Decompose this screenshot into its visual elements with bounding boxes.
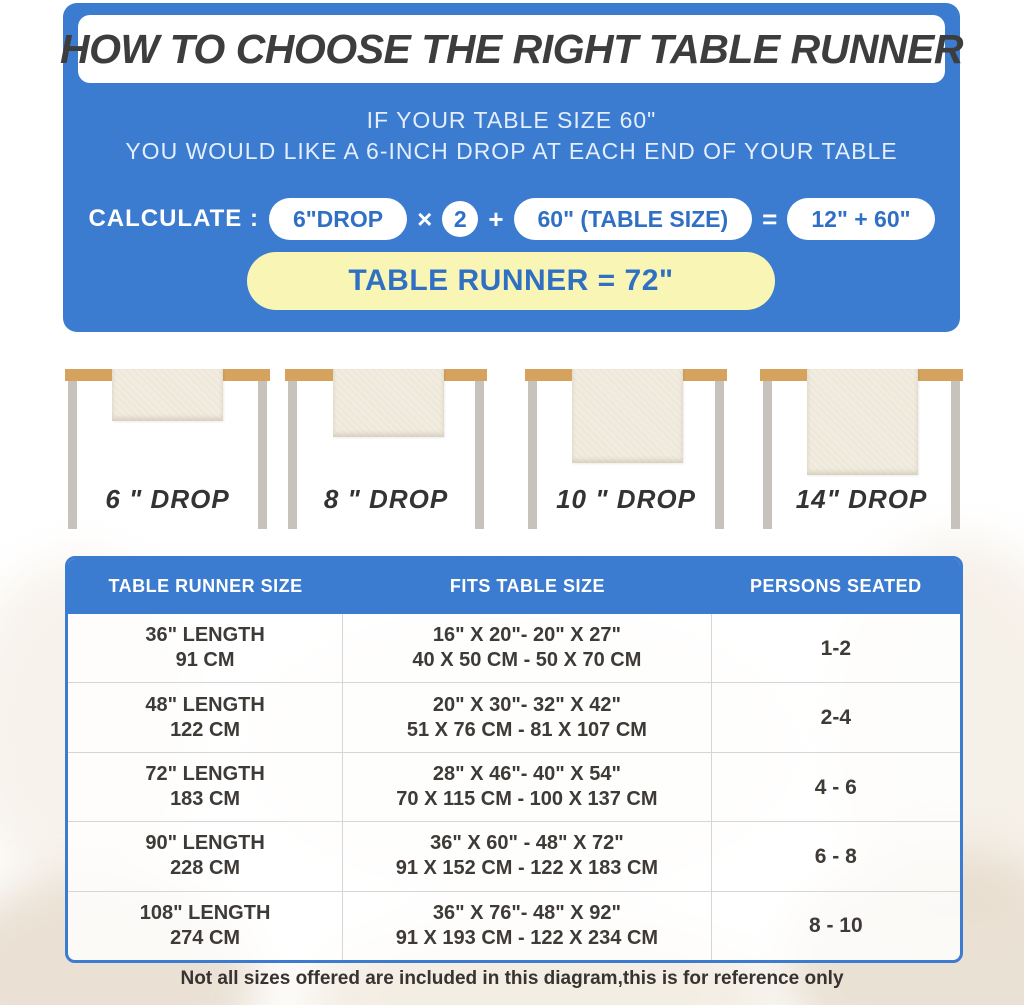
fits-cm: 91 X 193 CM - 122 X 234 CM [395,926,659,949]
persons-cell [712,614,960,682]
runner-size-inches: 36" LENGTH [145,624,265,647]
runner-size-cm: 228 CM [170,857,241,880]
table-runner [807,369,918,475]
drop-value-pill: 6"DROP [269,198,407,240]
fits-inches: 36" X 76"- 48" X 92" [432,901,621,924]
table-row [68,682,960,751]
plus-sign: + [488,203,504,234]
runner-size-inches: 48" LENGTH [145,693,265,716]
sum-pill: 12" + 60" [787,198,934,240]
equals-sign: = [762,203,778,234]
drop-label: 8 " DROP [323,484,449,514]
persons-cell [712,892,960,960]
persons-value: 6 - 8 [814,844,857,868]
persons-value: 2-4 [820,706,851,730]
subtitle-line-1: IF YOUR TABLE SIZE 60" [366,107,657,133]
fits-table-cell [343,753,711,821]
table-row [68,614,960,682]
fits-table-cell [343,822,711,890]
runner-size-inches: 72" LENGTH [145,763,265,786]
column-header-persons: PERSONS SEATED [749,576,922,596]
drop-figure-8in [285,369,487,541]
fits-table-cell [343,614,711,682]
calculate-label: CALCULATE : [88,205,259,232]
table-header-row [68,559,960,614]
drop-label: 6 " DROP [105,484,230,514]
runner-size-cell [68,753,343,821]
multiply-sign: × [417,203,433,234]
drop-figure-6in [65,369,270,541]
runner-size-cm: 91 CM [175,649,235,672]
runner-size-cell [68,683,343,751]
header-banner [60,3,963,332]
disclaimer-note: Not all sizes offered are included in this diagram,this is for reference only [180,968,844,989]
column-header-fits-table: FITS TABLE SIZE [449,576,605,596]
drop-label: 14" DROP [795,484,928,514]
table-row [68,891,960,960]
fits-table-cell [343,892,711,960]
table-size-pill: 60" (TABLE SIZE) [514,198,753,240]
fits-cm: 51 X 76 CM - 81 X 107 CM [406,718,647,741]
fits-inches: 36" X 60" - 48" X 72" [430,832,624,855]
fits-table-cell [343,683,711,751]
page-title: HOW TO CHOOSE THE RIGHT TABLE RUNNER [60,25,963,72]
calculation-row [73,197,950,241]
table-body [68,614,960,960]
table-row [68,752,960,821]
column-header-runner-size: TABLE RUNNER SIZE [108,576,303,596]
runner-size-inches: 108" LENGTH [139,901,271,924]
runner-size-cell [68,614,343,682]
runner-result-pill: TABLE RUNNER = 72" [247,252,775,310]
size-reference-table [65,556,963,963]
drop-figure-14in [760,369,963,541]
table-runner [333,369,444,437]
persons-value: 4 - 6 [814,775,857,799]
persons-value: 1-2 [820,636,851,660]
runner-size-cm: 122 CM [170,718,241,741]
runner-size-cm: 274 CM [170,926,241,949]
title-box [60,15,963,83]
fits-inches: 28" X 46"- 40" X 54" [432,763,621,786]
fits-inches: 16" X 20"- 20" X 27" [432,624,621,647]
persons-cell [712,753,960,821]
persons-cell [712,822,960,890]
runner-size-cell [68,822,343,890]
fits-cm: 70 X 115 CM - 100 X 137 CM [396,788,658,811]
table-row [68,821,960,890]
runner-size-inches: 90" LENGTH [145,832,265,855]
fits-cm: 91 X 152 CM - 122 X 183 CM [395,857,659,880]
persons-value: 8 - 10 [808,914,863,938]
subtitle-line-2: YOU WOULD LIKE A 6-INCH DROP AT EACH END OF YOUR TABLE [125,138,898,164]
drop-label: 10 " DROP [556,484,696,514]
drop-figure-10in [525,369,727,541]
table-runner [112,369,223,421]
runner-size-cell [68,892,343,960]
fits-cm: 40 X 50 CM - 50 X 70 CM [412,649,642,672]
fits-inches: 20" X 30"- 32" X 42" [432,693,621,716]
runner-size-cm: 183 CM [170,788,241,811]
multiplier-circle: 2 [442,201,478,237]
persons-cell [712,683,960,751]
table-runner [572,369,683,463]
